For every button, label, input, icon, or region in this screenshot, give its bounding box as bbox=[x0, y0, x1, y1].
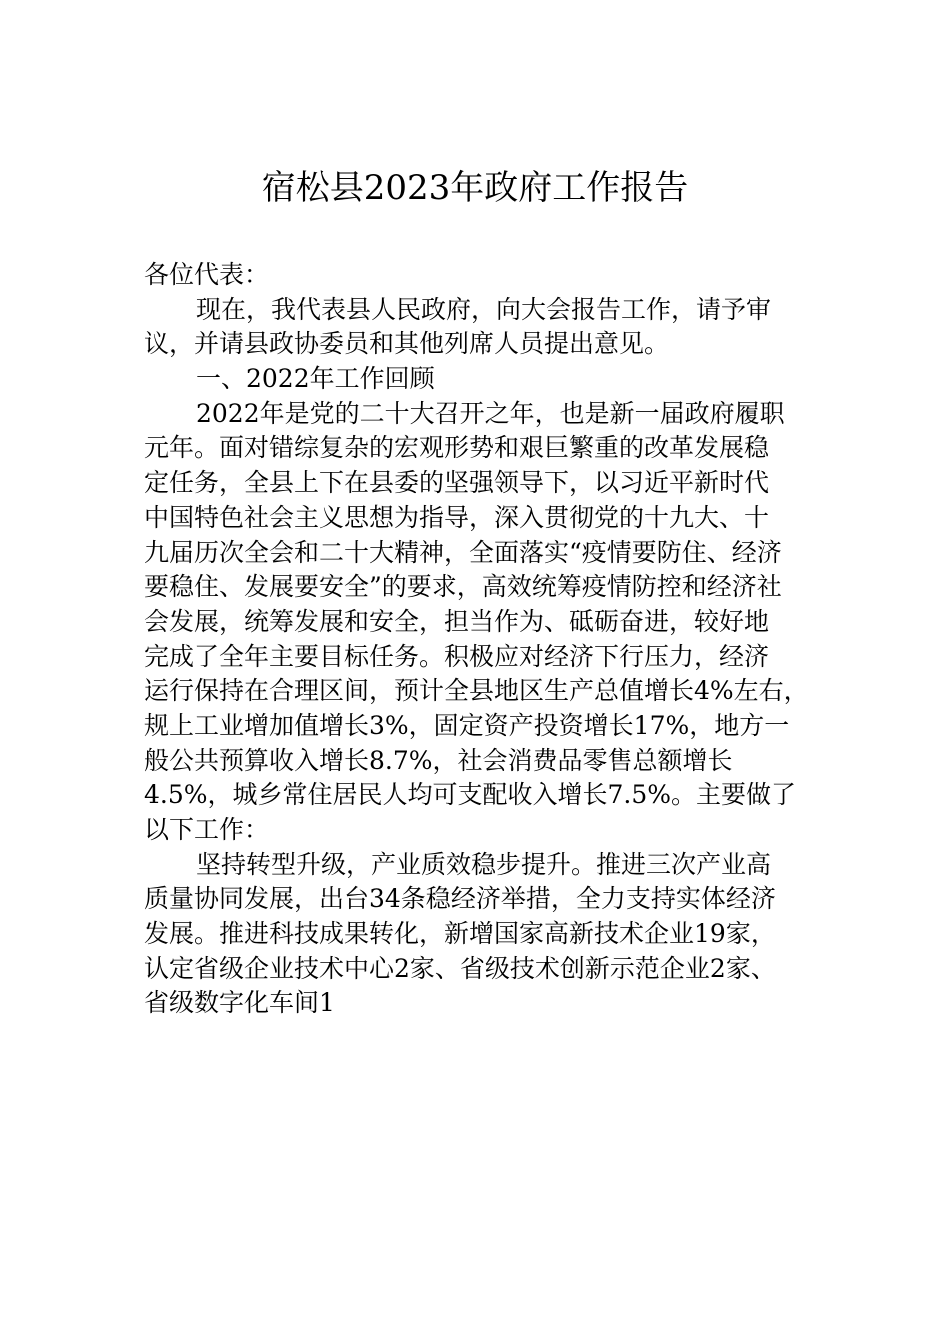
paragraph-line: 2022年是党的二十大召开之年，也是新一届政府履职 bbox=[196, 398, 785, 428]
paragraph-line: 完成了全年主要目标任务。积极应对经济下行压力，经济 bbox=[144, 641, 770, 671]
paragraph-line: 4.5%，城乡常住居民人均可支配收入增长7.5%。主要做了 bbox=[144, 780, 797, 810]
paragraph-line: 质量协同发展，出台34条稳经济举措，全力支持实体经济 bbox=[144, 884, 776, 914]
paragraph-line: 省级数字化车间1 bbox=[144, 988, 335, 1018]
paragraph-line: 议，并请县政协委员和其他列席人员提出意见。 bbox=[144, 329, 670, 359]
salutation-line: 各位代表： bbox=[144, 260, 270, 289]
paragraph-line: 中国特色社会主义思想为指导，深入贯彻党的十九大、十 bbox=[144, 502, 770, 532]
paragraph-line: 发展。推进科技成果转化，新增国家高新技术企业19家， bbox=[144, 919, 776, 949]
paragraph-line: 以下工作： bbox=[144, 815, 270, 844]
paragraph-line: 规上工业增加值增长3%，固定资产投资增长17%，地方一 bbox=[144, 710, 790, 740]
paragraph-line: 要稳住、发展要安全”的要求，高效统筹疫情防控和经济社 bbox=[144, 572, 782, 602]
paragraph-line: 般公共预算收入增长8.7%，社会消费品零售总额增长 bbox=[144, 745, 733, 775]
paragraph-line: 认定省级企业技术中心2家、省级技术创新示范企业2家、 bbox=[144, 953, 776, 983]
document-title: 宿松县2023年政府工作报告 bbox=[261, 168, 689, 208]
paragraph-line: 现在，我代表县人民政府，向大会报告工作，请予审 bbox=[196, 294, 772, 324]
paragraph-line: 运行保持在合理区间，预计全县地区生产总值增长4%左右， bbox=[144, 676, 809, 706]
paragraph-line: 元年。面对错综复杂的宏观形势和艰巨繁重的改革发展稳 bbox=[144, 433, 770, 463]
paragraph-line: 会发展，统筹发展和安全，担当作为、砥砺奋进，较好地 bbox=[144, 606, 770, 636]
section-heading: 一、2022年工作回顾 bbox=[196, 364, 435, 394]
document-body bbox=[144, 258, 816, 1021]
paragraph-line: 九届历次全会和二十大精神，全面落实“疫情要防住、经济 bbox=[144, 537, 782, 567]
paragraph-line: 定任务，全县上下在县委的坚强领导下，以习近平新时代 bbox=[144, 468, 770, 498]
paragraph-line: 坚持转型升级，产业质效稳步提升。推进三次产业高 bbox=[196, 849, 772, 879]
